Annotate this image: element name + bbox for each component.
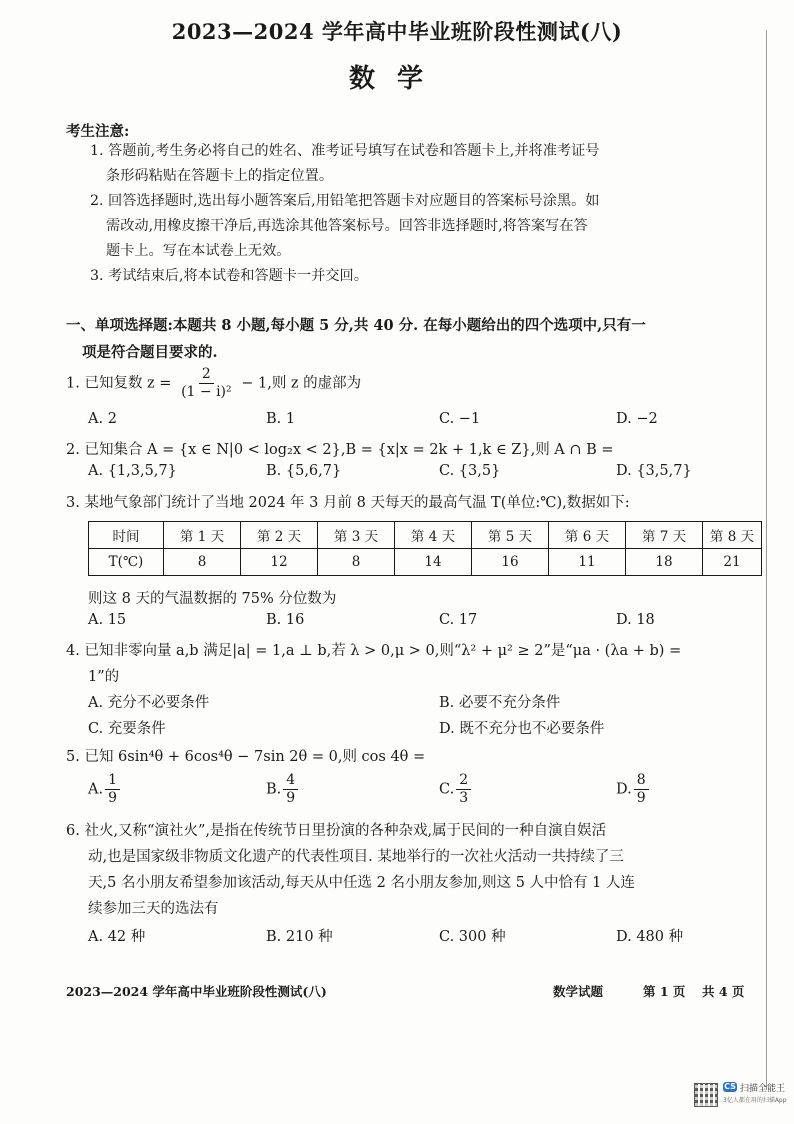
question-2 xyxy=(66,437,756,463)
question-1 xyxy=(66,366,756,401)
table-cell: T(℃) xyxy=(89,549,164,576)
q3-question xyxy=(88,586,778,612)
question-6 xyxy=(66,818,756,922)
table-cell: 时间 xyxy=(89,522,164,549)
table-row xyxy=(89,549,762,576)
fraction-denominator: 9 xyxy=(286,790,296,806)
footer-subject: 数学试题 xyxy=(553,984,604,999)
fraction-numerator: 2 xyxy=(456,772,471,790)
option-fraction xyxy=(634,772,649,807)
option-a[interactable]: A. {1,3,5,7} xyxy=(88,463,177,479)
q3-options xyxy=(88,612,728,638)
option-b[interactable] xyxy=(266,772,300,807)
option-b[interactable]: B. 1 xyxy=(266,411,296,427)
option-a[interactable]: A. 充分不必要条件 xyxy=(88,695,210,711)
q4-options-row-1 xyxy=(88,691,728,717)
notice-line: 需改动,用橡皮擦干净后,再选涂其他答案标号。回答非选择题时,将答案写在答 xyxy=(106,218,588,234)
table-cell: 11 xyxy=(549,549,626,576)
option-a[interactable]: A. 2 xyxy=(88,411,117,427)
watermark-subtext: 3亿人都在用的扫描App xyxy=(723,1097,787,1104)
table-cell: 第 2 天 xyxy=(241,522,318,549)
notice-line: 2. 回答选择题时,选出每小题答案后,用铅笔把答题卡对应题目的答案标号涂黑。如 xyxy=(90,193,600,209)
camscanner-logo-icon: CS xyxy=(724,1082,736,1091)
q6-options xyxy=(88,925,728,951)
question-4 xyxy=(66,638,756,690)
q6-stem-line: 续参加三天的选法有 xyxy=(88,901,219,917)
q3-question-text: 则这 8 天的气温数据的 75% 分位数为 xyxy=(88,591,337,607)
option-c[interactable]: C. 充要条件 xyxy=(88,721,166,737)
q1-stem-pre: 1. 已知复数 z = xyxy=(66,375,172,392)
option-c[interactable]: C. {3,5} xyxy=(439,463,501,479)
table-cell: 第 1 天 xyxy=(164,522,241,549)
page-edge-rule xyxy=(766,30,767,1090)
table-cell: 第 5 天 xyxy=(472,522,549,549)
table-cell: 18 xyxy=(626,549,703,576)
temperature-table xyxy=(88,521,762,576)
table-cell: 14 xyxy=(395,549,472,576)
q2-stem: 2. 已知集合 A = {x ∈ N|0 < log₂x < 2},B = {x|x = 2k + 1,k ∈ Z},则 A ∩ B = xyxy=(66,442,614,458)
option-c[interactable] xyxy=(439,772,473,807)
exam-title: 2023—2024 学年高中毕业班阶段性测试(八) xyxy=(171,19,623,44)
footer-page-number: 第 1 页 xyxy=(643,984,686,999)
option-c[interactable]: C. 300 种 xyxy=(439,929,506,945)
footer-exam-title: 2023—2024 学年高中毕业班阶段性测试(八) xyxy=(66,984,327,999)
option-fraction xyxy=(105,772,120,807)
fraction-denominator: 3 xyxy=(459,790,469,806)
notice-line: 题卡上。写在本试卷上无效。 xyxy=(106,243,291,259)
notice-line: 3. 考试结束后,将本试卷和答题卡一并交回。 xyxy=(90,268,368,284)
option-label: B. xyxy=(266,781,282,798)
q3-stem: 3. 某地气象部门统计了当地 2024 年 3 月前 8 天每天的最高气温 T(单位:℃),数据如下: xyxy=(66,495,630,511)
table-cell: 第 8 天 xyxy=(703,522,762,549)
fraction-numerator: 1 xyxy=(105,772,120,790)
table-cell: 8 xyxy=(318,549,395,576)
q6-stem-line: 6. 社火,又称“演社火”,是指在传统节日里扮演的各种杂戏,属于民间的一种自演自娱活 xyxy=(66,823,607,839)
fraction-denominator: 9 xyxy=(636,790,646,806)
option-d[interactable]: D. −2 xyxy=(616,411,658,427)
option-a[interactable]: A. 15 xyxy=(88,612,127,628)
qr-code-icon xyxy=(694,1083,718,1107)
option-d[interactable] xyxy=(616,772,651,807)
fraction-denominator: 9 xyxy=(108,790,118,806)
option-b[interactable]: B. 必要不充分条件 xyxy=(439,695,561,711)
option-d[interactable]: D. 480 种 xyxy=(616,929,684,945)
option-c[interactable]: C. 17 xyxy=(439,612,478,628)
question-5 xyxy=(66,744,756,770)
q6-stem-line: 天,5 名小朋友希望参加该活动,每天从中任选 2 名小朋友参加,则这 5 人中恰有 1 人连 xyxy=(88,875,635,891)
q5-options xyxy=(88,772,728,812)
table-cell: 12 xyxy=(241,549,318,576)
q4-stem-line: 1”的 xyxy=(88,669,120,685)
table-cell: 第 3 天 xyxy=(318,522,395,549)
option-a[interactable] xyxy=(88,772,122,807)
table-cell: 21 xyxy=(703,549,762,576)
notice-item-3 xyxy=(90,264,750,289)
option-d[interactable]: D. {3,5,7} xyxy=(616,463,692,479)
section-line: 一、单项选择题:本题共 8 小题,每小题 5 分,共 40 分. 在每小题给出的四个选项中,只有一 xyxy=(66,317,646,334)
fraction-numerator: 4 xyxy=(283,772,298,790)
option-d[interactable]: D. 既不充分也不必要条件 xyxy=(439,721,605,737)
table-cell: 8 xyxy=(164,549,241,576)
q2-options xyxy=(88,463,728,489)
table-header-row xyxy=(89,522,762,549)
notice-heading: 考生注意: xyxy=(66,123,130,140)
q4-options-row-2 xyxy=(88,717,728,743)
option-label: D. xyxy=(616,781,632,798)
subject-title: 数学 xyxy=(348,64,445,94)
option-label: C. xyxy=(439,781,455,798)
table-cell: 16 xyxy=(472,549,549,576)
q1-stem-post: − 1,则 z 的虚部为 xyxy=(241,375,362,392)
watermark-name: 扫描全能王 xyxy=(740,1084,786,1094)
option-b[interactable]: B. 16 xyxy=(266,612,305,628)
q5-stem: 5. 已知 6sin⁴θ + 6cos⁴θ − 7sin 2θ = 0,则 cos 4θ = xyxy=(66,749,426,765)
notice-line: 条形码粘贴在答题卡上的指定位置。 xyxy=(106,168,334,184)
q1-fraction-numerator: 2 xyxy=(199,366,214,384)
option-fraction xyxy=(283,772,298,807)
option-d[interactable]: D. 18 xyxy=(616,612,655,628)
notice-line: 1. 答题前,考生务必将自己的姓名、准考证号填写在试卷和答题卡上,并将准考证号 xyxy=(90,143,600,159)
q4-stem-line: 4. 已知非零向量 a,b 满足|a| = 1,a ⊥ b,若 λ > 0,μ > 0,则“λ² + μ² ≥ 2”是“μa · (λa + b) = xyxy=(66,643,682,659)
option-label: A. xyxy=(88,781,104,798)
option-b[interactable]: B. 210 种 xyxy=(266,929,333,945)
table-cell: 第 4 天 xyxy=(395,522,472,549)
option-b[interactable]: B. {5,6,7} xyxy=(266,463,342,479)
option-fraction xyxy=(456,772,471,807)
q6-stem-line: 动,也是国家级非物质文化遗产的代表性项目. 某地举行的一次社火活动一共持续了三 xyxy=(88,849,624,865)
notice-item-2 xyxy=(90,189,750,264)
table-cell: 第 7 天 xyxy=(626,522,703,549)
fraction-numerator: 8 xyxy=(634,772,649,790)
q1-fraction xyxy=(178,366,235,401)
q1-fraction-denominator: (1 − i)² xyxy=(181,384,232,400)
q1-options xyxy=(88,411,728,437)
section-line: 项是符合题目要求的. xyxy=(82,344,218,361)
notice-item-1 xyxy=(90,139,750,189)
option-c[interactable]: C. −1 xyxy=(439,411,481,427)
table-cell: 第 6 天 xyxy=(549,522,626,549)
option-a[interactable]: A. 42 种 xyxy=(88,929,146,945)
footer-total-pages: 共 4 页 xyxy=(702,984,745,999)
section-heading xyxy=(66,312,746,366)
question-3 xyxy=(66,490,756,516)
